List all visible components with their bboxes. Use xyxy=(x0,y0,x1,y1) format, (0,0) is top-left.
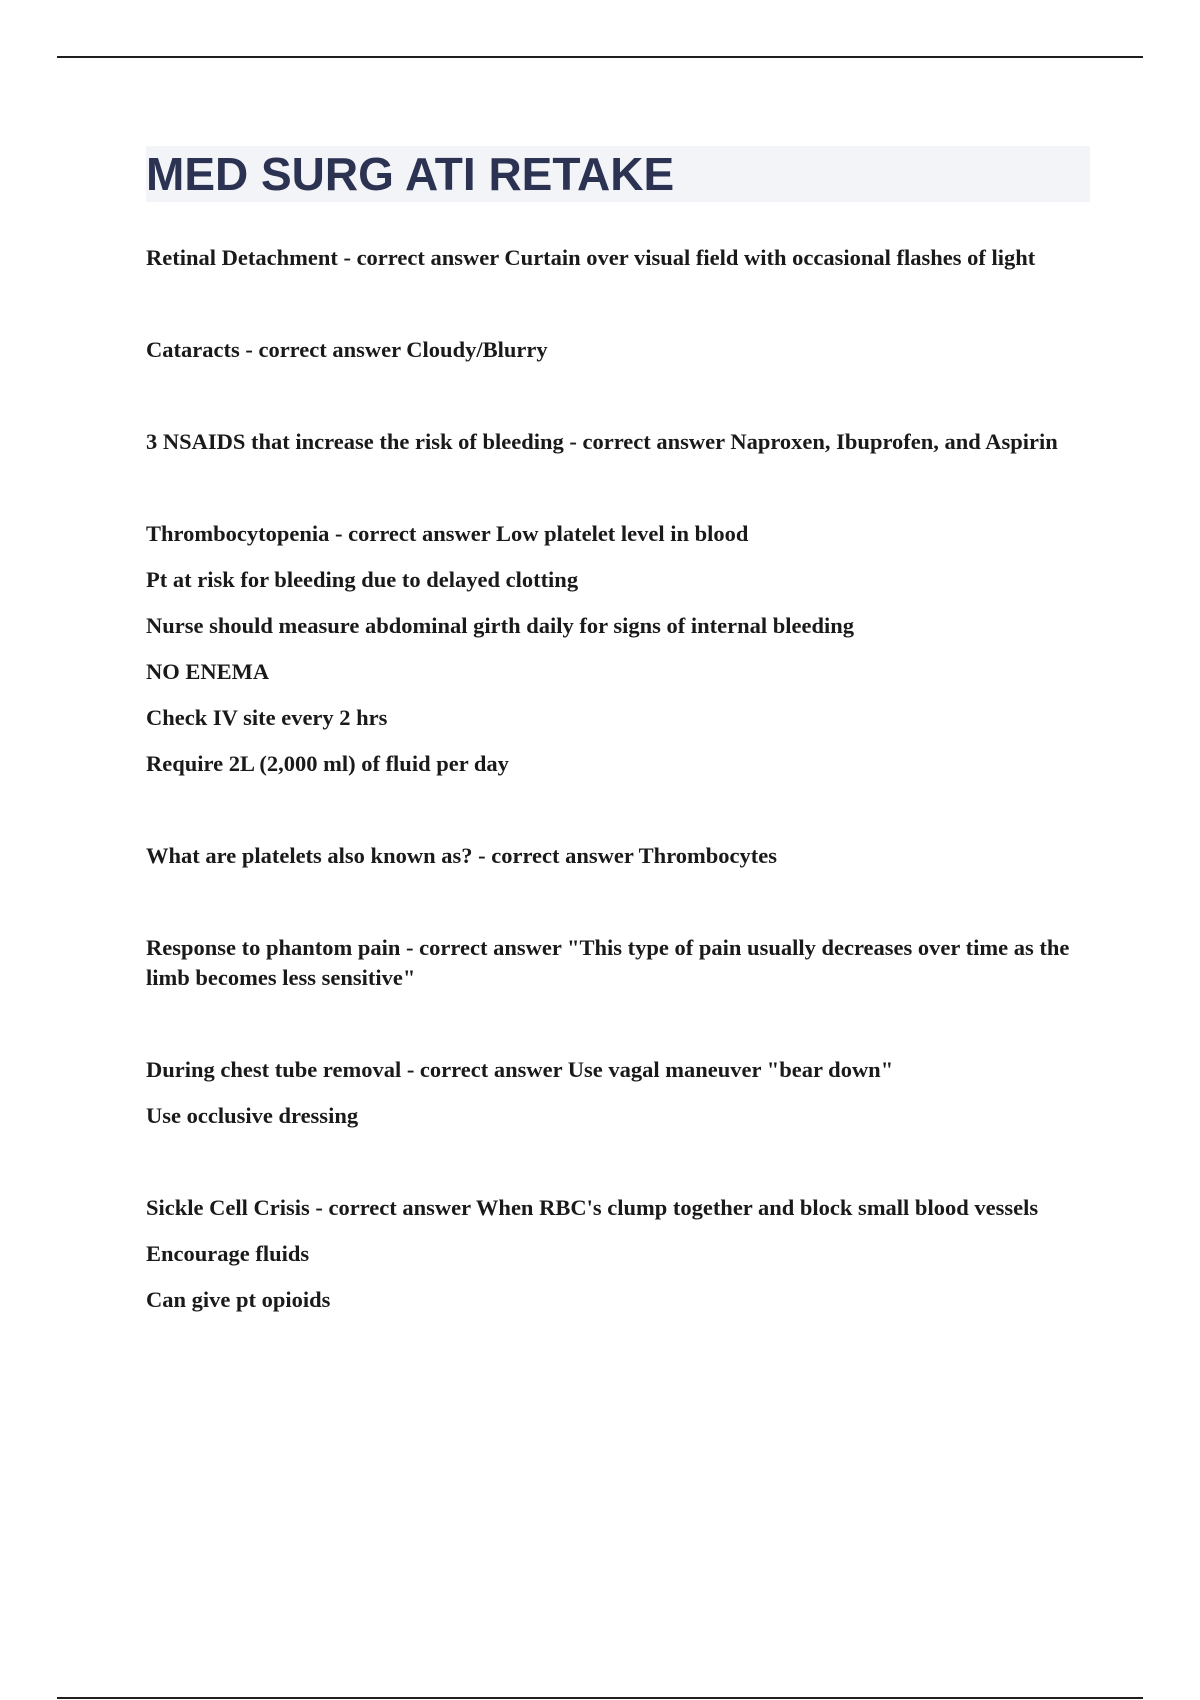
entry-note: Check IV site every 2 hrs xyxy=(146,705,388,730)
entry-question: Retinal Detachment - correct answer Curtain over visual field with occasional flashes of light xyxy=(146,245,1036,270)
entry-question: Cataracts - correct answer Cloudy/Blurry xyxy=(146,337,548,362)
entry-question: 3 NSAIDS that increase the risk of bleeding - correct answer Naproxen, Ibuprofen, and Aspirin xyxy=(146,429,1058,454)
document-body xyxy=(146,243,1086,1315)
entry-note: Pt at risk for bleeding due to delayed clotting xyxy=(146,567,579,592)
qa-entry xyxy=(146,1193,1086,1315)
entry-question: Response to phantom pain - correct answer "This type of pain usually decreases over time as the limb becomes less sensitive" xyxy=(146,935,1070,990)
entry-note: Encourage fluids xyxy=(146,1241,310,1266)
qa-entry xyxy=(146,519,1086,779)
page-title: MED SURG ATI RETAKE xyxy=(146,148,675,200)
entry-note: NO ENEMA xyxy=(146,659,270,684)
entry-note: Require 2L (2,000 ml) of fluid per day xyxy=(146,751,509,776)
entry-note: Use occlusive dressing xyxy=(146,1103,359,1128)
qa-entry xyxy=(146,243,1086,273)
qa-entry xyxy=(146,427,1086,457)
top-rule xyxy=(57,56,1143,58)
qa-entry xyxy=(146,1055,1086,1131)
qa-entry xyxy=(146,933,1086,993)
entry-question: What are platelets also known as? - correct answer Thrombocytes xyxy=(146,843,777,868)
qa-entry xyxy=(146,841,1086,871)
entry-question: During chest tube removal - correct answer Use vagal maneuver "bear down" xyxy=(146,1057,894,1082)
bottom-rule xyxy=(57,1697,1143,1699)
entry-question: Thrombocytopenia - correct answer Low platelet level in blood xyxy=(146,521,749,546)
entry-question: Sickle Cell Crisis - correct answer When RBC's clump together and block small blood vessels xyxy=(146,1195,1039,1220)
entry-note: Nurse should measure abdominal girth daily for signs of internal bleeding xyxy=(146,613,855,638)
qa-entry xyxy=(146,335,1086,365)
entry-note: Can give pt opioids xyxy=(146,1287,331,1312)
